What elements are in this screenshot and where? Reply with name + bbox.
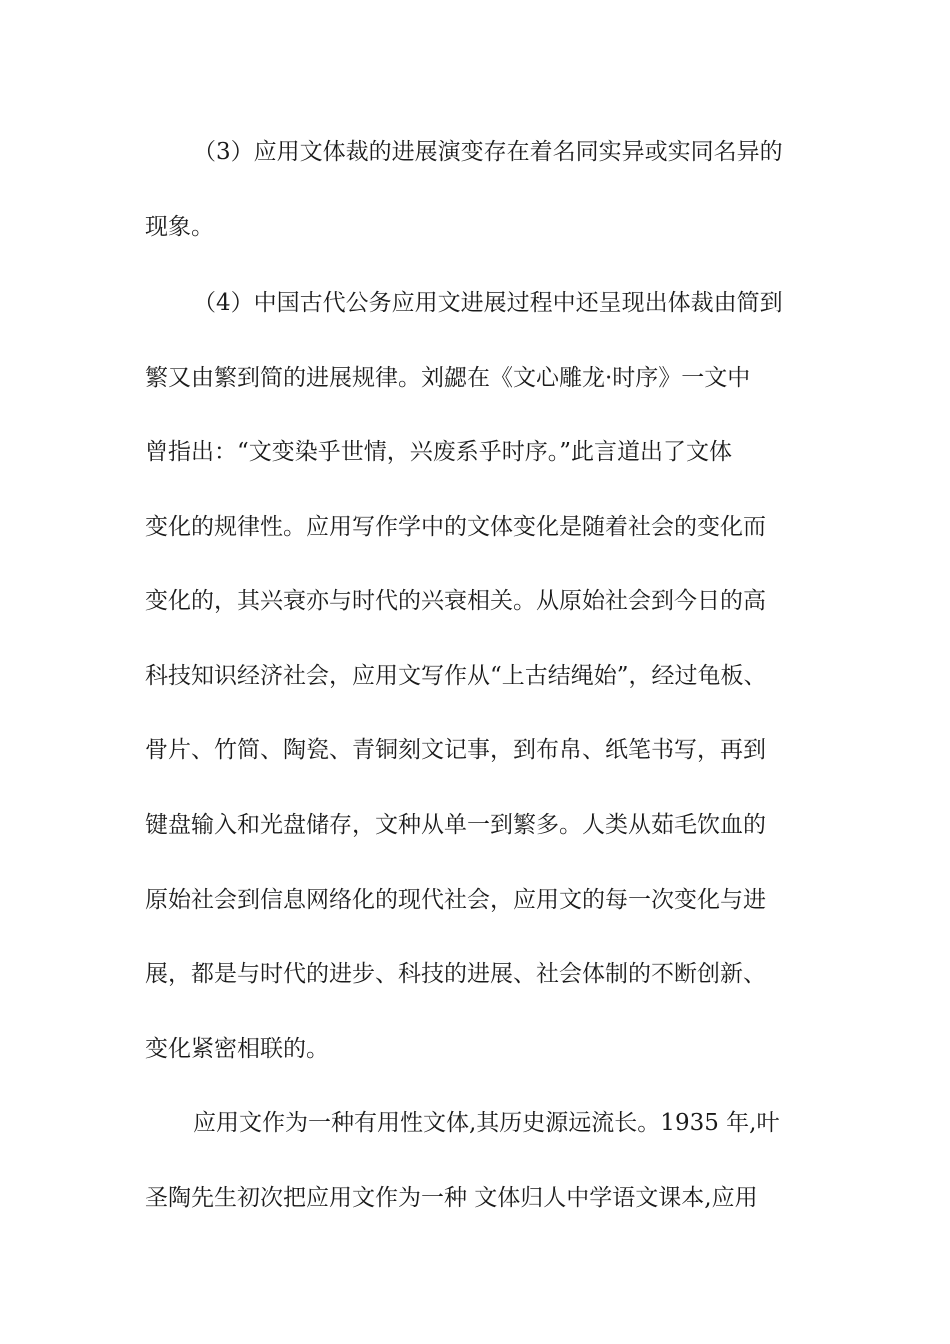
paragraph-4-line-5: 变化的，其兴衰亦与时代的兴衰相关。从原始社会到今日的高: [145, 588, 766, 614]
paragraph-4-line-8: 键盘输入和光盘储存，文种从单一到繁多。人类从茹毛饮血的: [145, 812, 766, 838]
paragraph-4-line-9: 原始社会到信息网络化的现代社会，应用文的每一次变化与进: [145, 887, 766, 913]
paragraph-5-line-2: 圣陶先生初次把应用文作为一种 文体归人中学语文课本,应用: [145, 1185, 758, 1211]
paragraph-4-line-3: 曾指出：“文变染乎世情，兴废系乎时序。”此言道出了文体: [145, 439, 733, 465]
paragraph-3-line-1: （3）应用文体裁的进展演变存在着名同实异或实同名异的: [193, 139, 783, 165]
paragraph-4-line-6: 科技知识经济社会，应用文写作从“上古结绳始”，经过龟板、: [145, 663, 767, 689]
paragraph-4-line-1: （4）中国古代公务应用文进展过程中还呈现出体裁由简到: [193, 290, 783, 316]
paragraph-3-line-2: 现象。: [145, 214, 214, 240]
paragraph-4-line-10: 展，都是与时代的进步、科技的进展、社会体制的不断创新、: [145, 961, 766, 987]
paragraph-4-line-11: 变化紧密相联的。: [145, 1036, 329, 1062]
paragraph-4-line-7: 骨片、竹简、陶瓷、青铜刻文记事，到布帛、纸笔书写，再到: [145, 737, 766, 763]
paragraph-4-line-4: 变化的规律性。应用写作学中的文体变化是随着社会的变化而: [145, 514, 766, 540]
paragraph-5-line-1: 应用文作为一种有用性文体,其历史源远流长。1935 年,叶: [193, 1110, 780, 1136]
paragraph-4-line-2: 繁又由繁到简的进展规律。刘勰在《文心雕龙·时序》一文中: [145, 365, 751, 391]
